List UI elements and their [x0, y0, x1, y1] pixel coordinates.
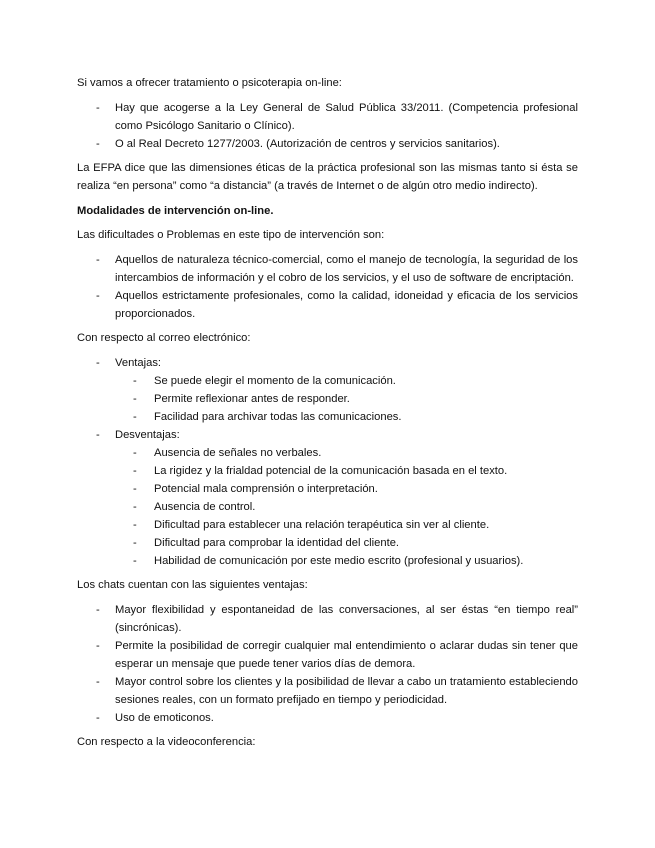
bullet-dash: -	[96, 711, 100, 724]
list-item: - Ausencia de señales no verbales.	[115, 444, 578, 462]
list-item: - La rigidez y la frialdad potencial de la comunicación basada en el texto.	[115, 462, 578, 480]
list-item: - O al Real Decreto 1277/2003. (Autorización de centros y servicios sanitarios).	[77, 135, 578, 153]
bullet-dash: -	[133, 536, 137, 549]
bullet-dash: -	[96, 639, 100, 652]
bullet-dash: -	[96, 428, 100, 441]
document-body	[77, 74, 578, 758]
list-item: - Dificultad para establecer una relación terapéutica sin ver al cliente.	[115, 516, 578, 534]
list-item: - Facilidad para archivar todas las comunicaciones.	[115, 408, 578, 426]
list-item: - Ausencia de control.	[115, 498, 578, 516]
bullet-dash: -	[96, 603, 100, 616]
intro-paragraph: Si vamos a ofrecer tratamiento o psicoterapia on-line:	[77, 77, 342, 89]
bullet-dash: -	[133, 464, 137, 477]
bullet-dash: -	[133, 482, 137, 495]
ventajas-label: Ventajas:	[115, 356, 162, 369]
bullet-dash: -	[133, 374, 137, 387]
list-item: - Mayor control sobre los clientes y la posibilidad de llevar a cabo un tratamiento estableciendo sesiones reales, con un formato prefijado en tiempo y periodicidad.	[77, 673, 578, 709]
list-item	[77, 426, 578, 570]
list-item: - Potencial mala comprensión o interpretación.	[115, 480, 578, 498]
intro-list	[77, 99, 578, 153]
desventajas-list	[115, 444, 578, 570]
section-heading: Modalidades de intervención on-line.	[77, 204, 274, 217]
bullet-dash: -	[133, 518, 137, 531]
bullet-dash: -	[96, 356, 100, 369]
bullet-dash: -	[96, 101, 100, 114]
dificultades-list	[77, 251, 578, 323]
list-item: - Permite reflexionar antes de responder.	[115, 390, 578, 408]
bullet-dash: -	[96, 253, 100, 266]
list-item: - Se puede elegir el momento de la comunicación.	[115, 372, 578, 390]
bullet-dash: -	[96, 289, 100, 302]
desventajas-label: Desventajas:	[115, 428, 180, 441]
list-item: - Aquellos de naturaleza técnico-comercial, como el manejo de tecnología, la seguridad de los intercambios de información y el cobro de los servicios, y el uso de software de encriptación.	[77, 251, 578, 287]
list-item: - Dificultad para comprobar la identidad del cliente.	[115, 534, 578, 552]
bullet-dash: -	[133, 500, 137, 513]
list-item: - Habilidad de comunicación por este medio escrito (profesional y usuarios).	[115, 552, 578, 570]
list-item	[77, 354, 578, 426]
chats-list	[77, 601, 578, 727]
list-item: - Aquellos estrictamente profesionales, como la calidad, idoneidad y eficacia de los servicios proporcionados.	[77, 287, 578, 323]
bullet-dash: -	[96, 137, 100, 150]
dificultades-intro: Las dificultades o Problemas en este tipo de intervención son:	[77, 229, 385, 241]
list-item: - Uso de emoticonos.	[77, 709, 578, 727]
list-item: - Hay que acogerse a la Ley General de Salud Pública 33/2011. (Competencia profesional como Psicólogo Sanitario o Clínico).	[77, 99, 578, 135]
list-item: - Permite la posibilidad de corregir cualquier mal entendimiento o aclarar dudas sin tener que esperar un mensaje que puede tener varios días de demora.	[77, 637, 578, 673]
bullet-dash: -	[133, 446, 137, 459]
chats-intro: Los chats cuentan con las siguientes ventajas:	[77, 579, 308, 591]
bullet-dash: -	[96, 675, 100, 688]
bullet-dash: -	[133, 554, 137, 567]
correo-intro: Con respecto al correo electrónico:	[77, 332, 251, 344]
ventajas-list	[115, 372, 578, 426]
list-item: - Mayor flexibilidad y espontaneidad de las conversaciones, al ser éstas “en tiempo real” (sincrónicas).	[77, 601, 578, 637]
bullet-dash: -	[133, 392, 137, 405]
correo-list	[77, 354, 578, 570]
video-intro: Con respecto a la videoconferencia:	[77, 736, 256, 748]
efpa-paragraph: La EFPA dice que las dimensiones éticas de la práctica profesional son las mismas tanto si ésta se realiza “en persona” como “a distancia” (a través de Internet o de algún otro medio indirecto).	[77, 162, 578, 192]
bullet-dash: -	[133, 410, 137, 423]
